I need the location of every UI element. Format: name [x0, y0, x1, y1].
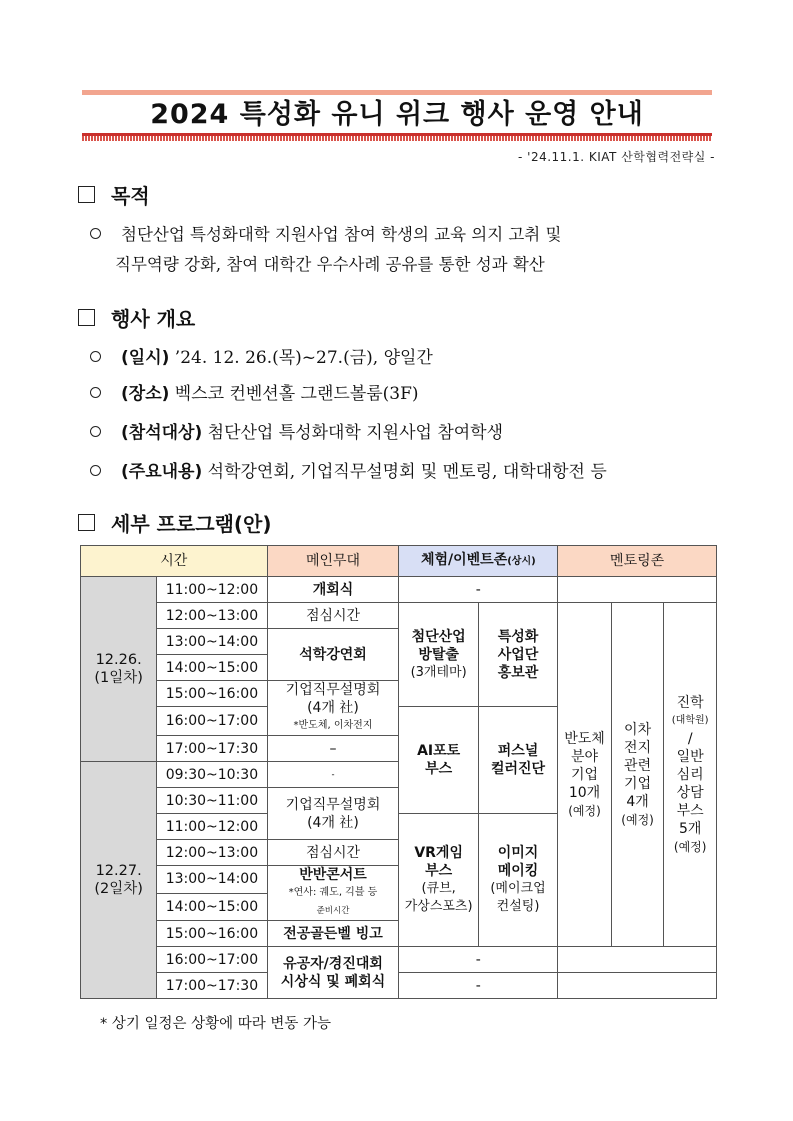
zone-ai-photo: AI포토 부스 [399, 707, 478, 814]
schedule-table [80, 545, 717, 999]
document-title: 2024 특성화 유니 위크 행사 운영 안내 [150, 99, 644, 130]
overview-item-content: (주요내용) 석학강연회, 기업직무설명회 및 멘토링, 대학대항전 등 [90, 457, 607, 482]
overview-item-place: (장소) 벡스코 컨벤션홀 그랜드볼룸(3F) [90, 379, 419, 404]
circle-bullet-icon [90, 426, 101, 437]
section-heading-overview: 행사 개요 [78, 303, 195, 332]
mentoring-semiconductor: 반도체 분야 기업 10개 (예정) [558, 603, 612, 947]
zone-vr-game: VR게임 부스 (큐브, 가상스포츠) [399, 814, 478, 947]
circle-bullet-icon [90, 387, 101, 398]
main-lunch: 점심시간 [267, 603, 399, 629]
checkbox-square-icon [78, 309, 95, 326]
checkbox-square-icon [78, 186, 95, 203]
header-event-zone: 체험/이벤트존(상시) [399, 546, 558, 577]
overview-item-date: (일시) ’24. 12. 26.(목)~27.(금), 양일간 [90, 343, 433, 368]
section-heading-program: 세부 프로그램(안) [78, 508, 271, 537]
time-cell: 14:00~15:00 [157, 893, 267, 921]
main-dash-small: - [267, 762, 399, 788]
table-row [81, 577, 717, 603]
purpose-paragraph: 첨단산업 특성화대학 지원사업 참여 학생의 교육 의지 고취 및 직무역량 강화, 참여 대학간 우수사례 공유를 통한 성과 확산 [90, 220, 561, 280]
zone-pr-booth: 특성화 사업단 홍보관 [478, 603, 557, 707]
time-cell: 13:00~14:00 [157, 866, 267, 894]
mentoring-empty [558, 973, 717, 999]
circle-bullet-icon [90, 465, 101, 476]
circle-bullet-icon [90, 351, 101, 362]
table-header-row [81, 546, 717, 577]
date-line: - '24.11.1. KIAT 산학협력전략실 - [518, 150, 715, 164]
time-cell: 12:00~13:00 [157, 603, 267, 629]
main-job-fair-1: 기업직무설명회 (4개 社) *반도체, 이차전지 [267, 681, 399, 736]
main-closing: 유공자/경진대회 시상식 및 폐회식 [267, 947, 399, 999]
time-cell: 17:00~17:30 [157, 973, 267, 999]
mentoring-empty [558, 947, 717, 973]
table-row [81, 603, 717, 629]
zone-escape-room: 첨단산업 방탈출 (3개테마) [399, 603, 478, 707]
section-heading-purpose: 목적 [78, 180, 150, 209]
circle-bullet-icon [90, 228, 101, 239]
time-cell: 13:00~14:00 [157, 629, 267, 655]
main-opening: 개회식 [267, 577, 399, 603]
zone-dash-a: - [399, 947, 558, 973]
main-job-fair-2: 기업직무설명회 (4개 社) [267, 788, 399, 840]
zone-image-making: 이미지 메이킹 (메이크업 컨설팅) [478, 814, 557, 947]
header-mentoring-zone: 멘토링존 [558, 546, 717, 577]
time-cell: 16:00~17:00 [157, 947, 267, 973]
zone-dash: - [399, 577, 558, 603]
time-cell: 12:00~13:00 [157, 840, 267, 866]
main-lunch-2: 점심시간 [267, 840, 399, 866]
header-main-stage: 메인무대 [267, 546, 399, 577]
time-cell: 14:00~15:00 [157, 655, 267, 681]
time-cell: 15:00~16:00 [157, 921, 267, 947]
footnote: * 상기 일정은 상황에 따라 변동 가능 [100, 1016, 332, 1032]
table-row [81, 947, 717, 973]
zone-personal-color: 퍼스널 컬러진단 [478, 707, 557, 814]
table-row [81, 973, 717, 999]
main-lecture: 석학강연회 [267, 629, 399, 681]
zone-dash-b: - [399, 973, 558, 999]
day1-cell: 12.26. (1일차) [81, 577, 157, 762]
main-bingo: 전공골든벨 빙고 [267, 921, 399, 947]
mentoring-career: 진학 (대학원) / 일반 심리 상담 부스 5개 (예정) [664, 603, 717, 947]
mentoring-empty [558, 577, 717, 603]
time-cell: 10:30~11:00 [157, 788, 267, 814]
time-cell: 15:00~16:00 [157, 681, 267, 707]
main-dash: – [267, 736, 399, 762]
time-cell: 17:00~17:30 [157, 736, 267, 762]
time-cell: 11:00~12:00 [157, 814, 267, 840]
mentoring-battery: 이차 전지 관련 기업 4개 (예정) [611, 603, 664, 947]
title-top-border [82, 90, 712, 95]
title-bottom-border [82, 133, 712, 141]
header-time: 시간 [81, 546, 268, 577]
overview-item-audience: (참석대상) 첨단산업 특성화대학 지원사업 참여학생 [90, 418, 503, 443]
time-cell: 09:30~10:30 [157, 762, 267, 788]
time-cell: 11:00~12:00 [157, 577, 267, 603]
day2-cell: 12.27. (2일차) [81, 762, 157, 999]
main-concert: 반반콘서트 *연사: 궤도, 긱블 등 준비시간 [267, 866, 399, 921]
time-cell: 16:00~17:00 [157, 707, 267, 736]
checkbox-square-icon [78, 514, 95, 531]
